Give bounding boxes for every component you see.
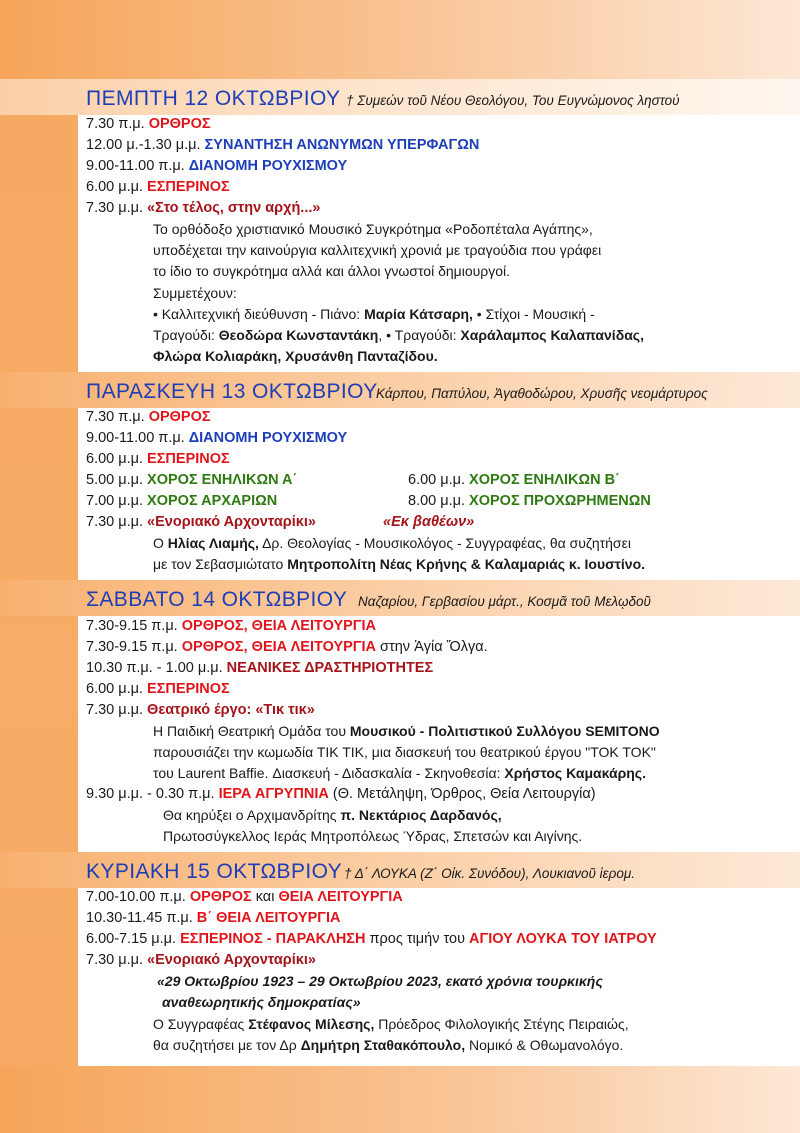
schedule-line: 6.00 μ.μ. ΕΣΠΕΡΙΝΟΣ — [86, 451, 230, 467]
day-saint: † Δ΄ ΛΟΥΚΑ (Ζ΄ Οἰκ. Συνόδου), Λουκιανοῦ ἱερομ. — [344, 866, 635, 881]
left-margin-band — [0, 0, 78, 1133]
schedule-line: 12.00 μ.-1.30 μ.μ. ΣΥΝΑΝΤΗΣΗ ΑΝΩΝΥΜΩΝ ΥΠΕΡΦΑΓΩΝ — [86, 137, 480, 153]
description-line: με τον Σεβασμιώτατο Μητροπολίτη Νέας Κρήνης & Καλαμαριάς κ. Ιουστίνο. — [153, 556, 646, 572]
schedule-line: 9.00-11.00 π.μ. ΔΙΑΝΟΜΗ ΡΟΥΧΙΣΜΟΥ — [86, 158, 348, 174]
day-saint: Ναζαρίου, Γερβασίου μάρτ., Κοσμᾶ τοῦ Μελῳδοῦ — [358, 594, 651, 609]
description-line: Θα κηρύξει ο Αρχιμανδρίτης π. Νεκτάριος Δαρδανός, — [163, 807, 502, 823]
description-line: Το ορθόδοξο χριστιανικό Μουσικό Συγκρότημα «Ροδοπέταλα Αγάπης», — [153, 221, 593, 237]
day-title: ΠΕΜΠΤΗ 12 ΟΚΤΩΒΡΙΟΥ — [86, 87, 341, 110]
schedule-line: 10.30-11.45 π.μ. Β΄ ΘΕΙΑ ΛΕΙΤΟΥΡΓΙΑ — [86, 910, 341, 926]
talk-subtitle: «Εκ βαθέων» — [383, 514, 475, 530]
day-title: ΚΥΡΙΑΚΗ 15 ΟΚΤΩΒΡΙΟΥ — [86, 860, 343, 883]
schedule-line: 7.00-10.00 π.μ. ΟΡΘΡΟΣ και ΘΕΙΑ ΛΕΙΤΟΥΡΓΙΑ — [86, 889, 403, 905]
schedule-line: 7.30 μ.μ. «Ενοριακό Αρχονταρίκι» — [86, 514, 316, 530]
schedule-line: 5.00 μ.μ. ΧΟΡΟΣ ΕΝΗΛΙΚΩΝ Α΄ — [86, 472, 298, 488]
description-line: Ο Ηλίας Λιαμής, Δρ. Θεολογίας - Μουσικολόγος - Συγγραφέας, θα συζητήσει — [153, 535, 631, 551]
day-header-thursday — [0, 79, 800, 115]
schedule-line: 9.00-11.00 π.μ. ΔΙΑΝΟΜΗ ΡΟΥΧΙΣΜΟΥ — [86, 430, 348, 446]
participants-line: Τραγούδι: Θεοδώρα Κωνσταντάκη, • Τραγούδι: Χαράλαμπος Καλαπανίδας, — [153, 327, 644, 343]
schedule-line: 6.00 μ.μ. ΕΣΠΕΡΙΝΟΣ — [86, 179, 230, 195]
description-line: Πρωτοσύγκελλος Ιεράς Μητροπόλεως Ύδρας, Σπετσών και Αιγίνης. — [163, 828, 583, 844]
day-title: ΣΑΒΒΑΤΟ 14 ΟΚΤΩΒΡΙΟΥ — [86, 588, 348, 611]
participants-line: • Καλλιτεχνική διεύθυνση - Πιάνο: Μαρία Κάτσαρη, • Στίχοι - Μουσική - — [153, 306, 595, 322]
bottom-band — [0, 1066, 800, 1133]
description-line: παρουσιάζει την κωμωδία ΤΙΚ ΤΙΚ, μια διασκευή του θεατρικού έργου "ΤΟΚ ΤΟΚ" — [153, 744, 656, 760]
description-line: Η Παιδική Θεατρική Ομάδα του Μουσικού - Πολιτιστικού Συλλόγου SEMITONO — [153, 723, 660, 739]
schedule-line: 7.30 π.μ. ΟΡΘΡΟΣ — [86, 116, 211, 132]
schedule-line: 7.30-9.15 π.μ. ΟΡΘΡΟΣ, ΘΕΙΑ ΛΕΙΤΟΥΡΓΙΑ στην Ἁγία Ὄλγα. — [86, 639, 488, 655]
day-saint: † Συμεών τοῦ Νέου Θεολόγου, Του Ευγνώμονος ληστού — [346, 93, 680, 108]
schedule-line: 6.00 μ.μ. ΧΟΡΟΣ ΕΝΗΛΙΚΩΝ Β΄ — [408, 472, 620, 488]
schedule-line: 7.30 μ.μ. Θεατρικό έργο: «Τικ τικ» — [86, 702, 315, 718]
participants-line: Φλώρα Κολιαράκη, Χρυσάνθη Πανταζίδου. — [153, 348, 438, 364]
description-line: Ο Συγγραφέας Στέφανος Μίλεσης, Πρόεδρος Φιλολογικής Στέγης Πειραιώς, — [153, 1016, 629, 1032]
description-line: Συμμετέχουν: — [153, 285, 237, 301]
schedule-line: 6.00-7.15 μ.μ. ΕΣΠΕΡΙΝΟΣ - ΠΑΡΑΚΛΗΣΗ προς τιμήν του ΑΓΙΟΥ ΛΟΥΚΑ ΤΟΥ ΙΑΤΡΟΥ — [86, 931, 657, 947]
top-band — [0, 0, 800, 84]
day-saint: Κάρπου, Παπύλου, Ἀγαθοδώρου, Χρυσῆς νεομάρτυρος — [376, 386, 708, 401]
talk-title-quote: αναθεωρητικής δημοκρατίας» — [162, 994, 361, 1010]
schedule-line: 6.00 μ.μ. ΕΣΠΕΡΙΝΟΣ — [86, 681, 230, 697]
description-line: υποδέχεται την καινούργια καλλιτεχνική χρονιά με τραγούδια που γράφει — [153, 242, 602, 258]
schedule-line: 7.30 μ.μ. «Ενοριακό Αρχονταρίκι» — [86, 952, 316, 968]
day-header-friday — [0, 372, 800, 408]
schedule-line: 10.30 π.μ. - 1.00 μ.μ. ΝΕΑΝΙΚΕΣ ΔΡΑΣΤΗΡΙΟΤΗΤΕΣ — [86, 660, 434, 676]
description-line: του Laurent Baffie. Διασκευή - Διδασκαλία - Σκηνοθεσία: Χρήστος Καμακάρης. — [153, 765, 646, 781]
schedule-line: 7.30-9.15 π.μ. ΟΡΘΡΟΣ, ΘΕΙΑ ΛΕΙΤΟΥΡΓΙΑ — [86, 618, 377, 634]
day-header-saturday — [0, 580, 800, 616]
schedule-line: 9.30 μ.μ. - 0.30 π.μ. ΙΕΡΑ ΑΓΡΥΠΝΙΑ (Θ. Μετάληψη, Όρθρος, Θεία Λειτουργία) — [86, 786, 596, 802]
talk-title-quote: «29 Οκτωβρίου 1923 – 29 Οκτωβρίου 2023, εκατό χρόνια τουρκικής — [157, 973, 603, 989]
description-line: θα συζητήσει με τον Δρ Δημήτρη Σταθακόπουλο, Νομικό & Οθωμανολόγο. — [153, 1037, 624, 1053]
description-line: το ίδιο το συγκρότημα αλλά και άλλοι γνωστοί δημιουργοί. — [153, 263, 511, 279]
schedule-line: 7.30 π.μ. ΟΡΘΡΟΣ — [86, 409, 211, 425]
schedule-line: 7.30 μ.μ. «Στο τέλος, στην αρχή...» — [86, 200, 321, 216]
schedule-line: 8.00 μ.μ. ΧΟΡΟΣ ΠΡΟΧΩΡΗΜΕΝΩΝ — [408, 493, 651, 509]
day-header-sunday — [0, 852, 800, 888]
day-title: ΠΑΡΑΣΚΕΥΗ 13 ΟΚΤΩΒΡΙΟΥ — [86, 380, 378, 403]
schedule-line: 7.00 μ.μ. ΧΟΡΟΣ ΑΡΧΑΡΙΩΝ — [86, 493, 278, 509]
